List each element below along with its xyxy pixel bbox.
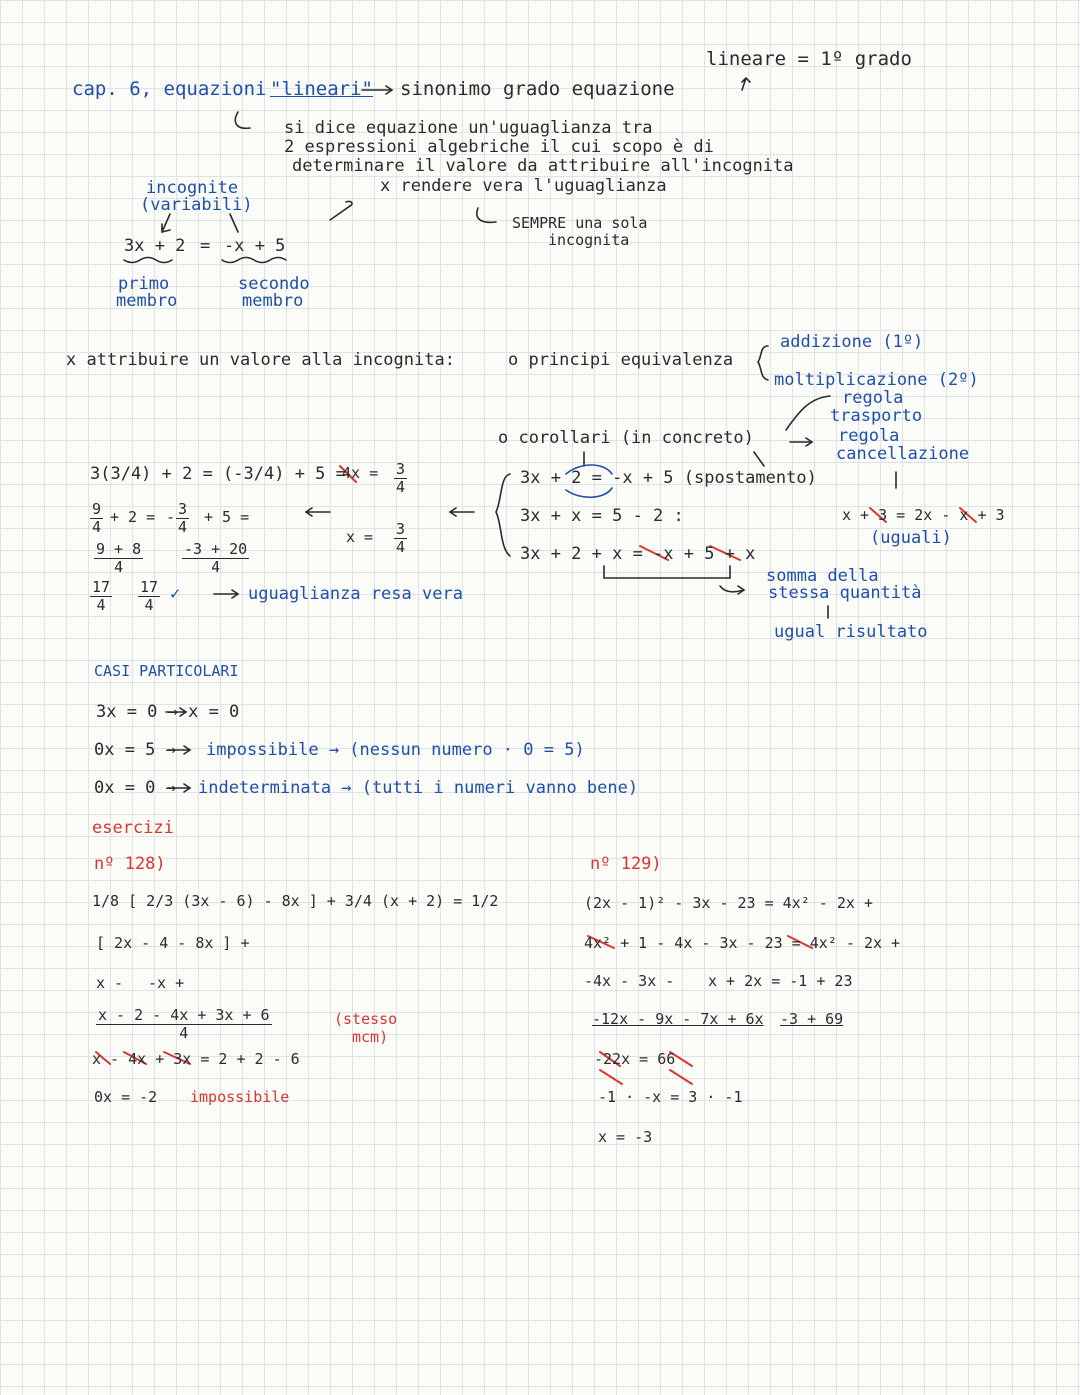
case-2-rhs: impossibile → (nessun numero · 0 = 5) <box>206 740 585 760</box>
secondo-membro-label: membro <box>242 291 304 311</box>
ex128-line-1: 1/8 [ 2/3 (3x - 6) - 8x ] + 3/4 (x + 2) = 1/2 <box>92 892 499 910</box>
plus-two: + 2 = <box>110 508 156 526</box>
lineare-note: lineare = 1º grado <box>706 48 912 70</box>
ex128-line-5: x - 4x + 3x = 2 + 2 - 6 <box>92 1050 300 1068</box>
check-mark-icon: ✓ <box>170 584 181 604</box>
case-3-rhs: indeterminata → (tutti i numeri vanno bene) <box>198 778 639 798</box>
ex129-line-1: (2x - 1)² - 3x - 23 = 4x² - 2x + <box>584 894 873 912</box>
case-3-lhs: 0x = 0 → <box>94 778 176 798</box>
somma-label-1: somma della <box>766 566 879 586</box>
step-line-2: 3x + x = 5 - 2 : <box>520 506 684 526</box>
incognite-label: incognite <box>146 178 239 198</box>
ex128-line-2: [ 2x - 4 - 8x ] + <box>96 934 250 952</box>
chapter-title: cap. 6, equazioni <box>72 78 267 100</box>
three-quarters-b: $\frac{3}{4}$ <box>396 520 406 556</box>
addizione-label: addizione (1º) <box>780 332 924 352</box>
seventeen-quarters-b: $\frac{17}{4}$ <box>140 578 159 614</box>
ex129-line-2: 4x² + 1 - 4x - 3x - 23 = 4x² - 2x + <box>584 934 901 952</box>
definition-line-4: x rendere vera l'uguaglianza <box>380 176 667 196</box>
case-1: 3x = 0 → x = 0 <box>96 702 240 722</box>
exercises-title: esercizi <box>92 818 174 838</box>
ex129-line-5: -22x = 66 <box>594 1050 676 1068</box>
ex129-title: nº 129) <box>590 854 662 874</box>
ex128-line-4: $\frac{x - 2 - 4x + 3x + 6}{4}$ <box>98 1006 270 1042</box>
neg3-plus-20-frac: $\frac{-3 + 20}{4}$ <box>184 540 248 576</box>
cancellazione-example: x + 3 = 2x - x + 3 <box>842 506 1005 524</box>
plus-five: + 5 = <box>204 508 250 526</box>
equation-right: -x + 5 <box>224 236 286 256</box>
always-one-1: SEMPRE una sola <box>512 214 648 232</box>
three-quarters-c: $\frac{3}{4}$ <box>178 500 188 536</box>
ex129-result: x = -3 <box>598 1128 653 1146</box>
special-cases-title: CASI PARTICOLARI <box>94 662 239 680</box>
moltiplicazione-label: moltiplicazione (2º) <box>774 370 979 390</box>
minus-sign: - <box>166 508 176 526</box>
ex129-line-4-rhs: -3 + 69 <box>780 1010 844 1028</box>
variabili-label: (variabili) <box>140 195 253 215</box>
four-x-label: 4x = <box>342 464 379 482</box>
stesso-mcm-2: mcm) <box>352 1028 389 1046</box>
corollari-label: o corollari (in concreto) <box>498 428 754 448</box>
regola-cancellazione-1: regola <box>838 426 900 446</box>
ex129-line-4-num: -12x - 9x - 7x + 6x <box>592 1010 764 1028</box>
definition-line-2: 2 espressioni algebriche il cui scopo è di <box>284 137 714 157</box>
principi-equivalenza: o principi equivalenza <box>508 350 734 370</box>
ex129-line-3: -4x - 3x - <box>584 972 675 990</box>
ex128-impossibile: impossibile <box>190 1088 290 1106</box>
x-equals-label: x = <box>346 528 374 546</box>
uguali-label: (uguali) <box>870 528 952 548</box>
check-line-1: 3(3/4) + 2 = (-3/4) + 5 = <box>90 464 346 484</box>
stesso-mcm-1: (stesso <box>334 1010 398 1028</box>
equation-equals: = <box>200 236 211 256</box>
regola-trasporto-2: trasporto <box>830 406 923 426</box>
step-spostamento: 3x + 2 = -x + 5 (spostamento) <box>520 468 817 488</box>
ex129-line-3b: x + 2x = -1 + 23 <box>708 972 853 990</box>
ugual-risultato: ugual risultato <box>774 622 928 642</box>
regola-cancellazione-2: cancellazione <box>836 444 970 464</box>
primo-label: primo <box>118 274 170 294</box>
definition-line-1: si dice equazione un'uguaglianza tra <box>284 118 653 138</box>
three-quarters-a: $\frac{3}{4}$ <box>396 460 406 496</box>
synonym-note: sinonimo grado equazione <box>400 78 675 100</box>
ex128-line-3b: -x + <box>148 974 185 992</box>
regola-trasporto-1: regola <box>842 388 904 408</box>
nine-plus-eight-frac: $\frac{9 + 8}{4}$ <box>96 540 142 576</box>
definition-line-3: determinare il valore da attribuire all'incognita <box>292 156 794 176</box>
ex128-line-6: 0x = -2 <box>94 1088 158 1106</box>
ex128-line-3a: x - <box>96 974 124 992</box>
ex128-title: nº 128) <box>94 854 166 874</box>
nine-quarters: $\frac{9}{4}$ <box>92 500 102 536</box>
step-line-3: 3x + 2 + x = -x + 5 + x <box>520 544 756 564</box>
ex129-line-6: -1 · -x = 3 · -1 <box>598 1088 743 1106</box>
principles-intro: x attribuire un valore alla incognita: <box>66 350 455 370</box>
equation-left: 3x + 2 <box>124 236 186 256</box>
verified-label: uguaglianza resa vera <box>248 584 463 604</box>
seventeen-quarters-a: $\frac{17}{4}$ <box>92 578 111 614</box>
primo-membro-label: membro <box>116 291 178 311</box>
chapter-lineari: "lineari" <box>270 78 373 100</box>
secondo-label: secondo <box>238 274 310 294</box>
always-one-2: incognita <box>548 231 630 249</box>
somma-label-2: stessa quantità <box>768 583 922 603</box>
case-2-lhs: 0x = 5 → <box>94 740 176 760</box>
